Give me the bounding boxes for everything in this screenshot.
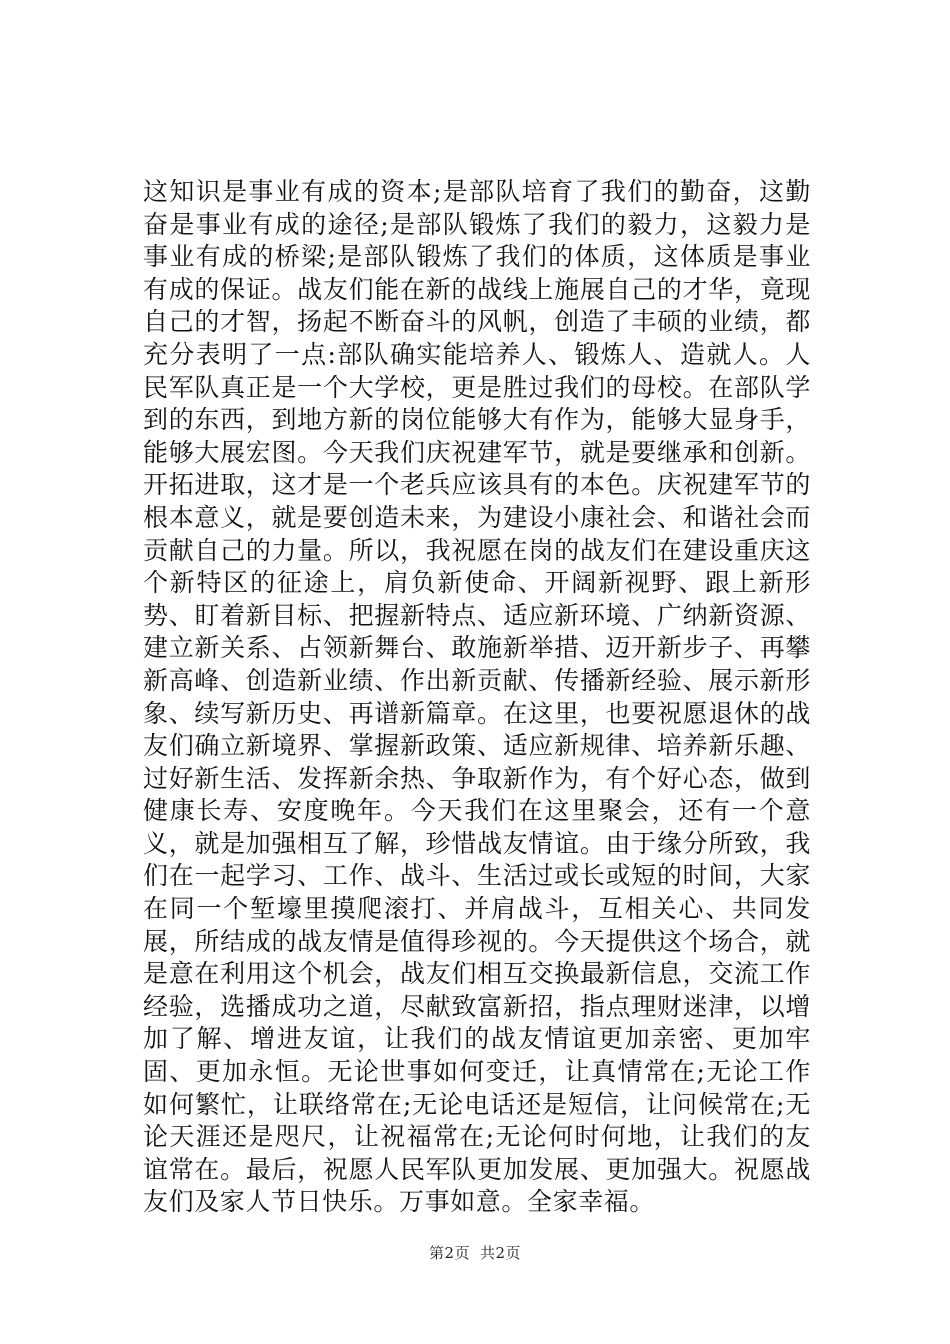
page-number-total: 共2页 [480,1244,522,1262]
body-paragraph: 这知识是事业有成的资本;是部队培育了我们的勤奋，这勤奋是事业有成的途径;是部队锻炼了我们的毅力，这毅力是事业有成的桥梁;是部队锻炼了我们的体质，这体质是事业有成的保证。战友们能在新的战线上施展自己的才华，竟现自己的才智，扬起不断奋斗的风帆，创造了丰硕的业绩，都充分表明了一点:部队确实能培养人、锻炼人、造就人。人民军队真正是一个大学校，更是胜过我们的母校。在部队学到的东西，到地方新的岗位能够大有作为，能够大显身手，能够大展宏图。今天我们庆祝建军节，就是要继承和创新。开拓进取，这才是一个老兵应该具有的本色。庆祝建军节的根本意义，就是要创造未来，为建设小康社会、和谐社会而贡献自己的力量。所以，我祝愿在岗的战友们在建设重庆这个新特区的征途上，肩负新使命、开阔新视野、跟上新形势、盯着新目标、把握新特点、适应新环境、广纳新资源、建立新关系、占领新舞台、敢施新举措、迈开新步子、再攀新高峰、创造新业绩、作出新贡献、传播新经验、展示新形象、续写新历史、再谱新篇章。在这里，也要祝愿退休的战友们确立新境界、掌握新政策、适应新规律、培养新乐趣、过好新生活、发挥新余热、争取新作为，有个好心态，做到健康长寿、安度晚年。今天我们在这里聚会，还有一个意义，就是加强相互了解，珍惜战友情谊。由于缘分所致，我们在一起学习、工作、战斗、生活过或长或短的时间，大家在同一个堑壕里摸爬滚打、并肩战斗，互相关心、共同发展，所结成的战友情是值得珍视的。今天提供这个场合，就是意在利用这个机会，战友们相互交换最新信息，交流工作经验，选播成功之道，尽献致富新招，指点理财迷津，以增加了解、增进友谊，让我们的战友情谊更加亲密、更加牢固、更加永恒。无论世事如何变迁，让真情常在;无论工作如何繁忙，让联络常在;无论电话还是短信，让问候常在;无论天涯还是咫尺，让祝福常在;无论何时何地，让我们的友谊常在。最后，祝愿人民军队更加发展、更加强大。祝愿战友们及家人节日快乐。万事如意。全家幸福。 [143,177,811,1217]
page-number-current: 第2页 [428,1244,470,1262]
page-footer [0,1242,950,1263]
